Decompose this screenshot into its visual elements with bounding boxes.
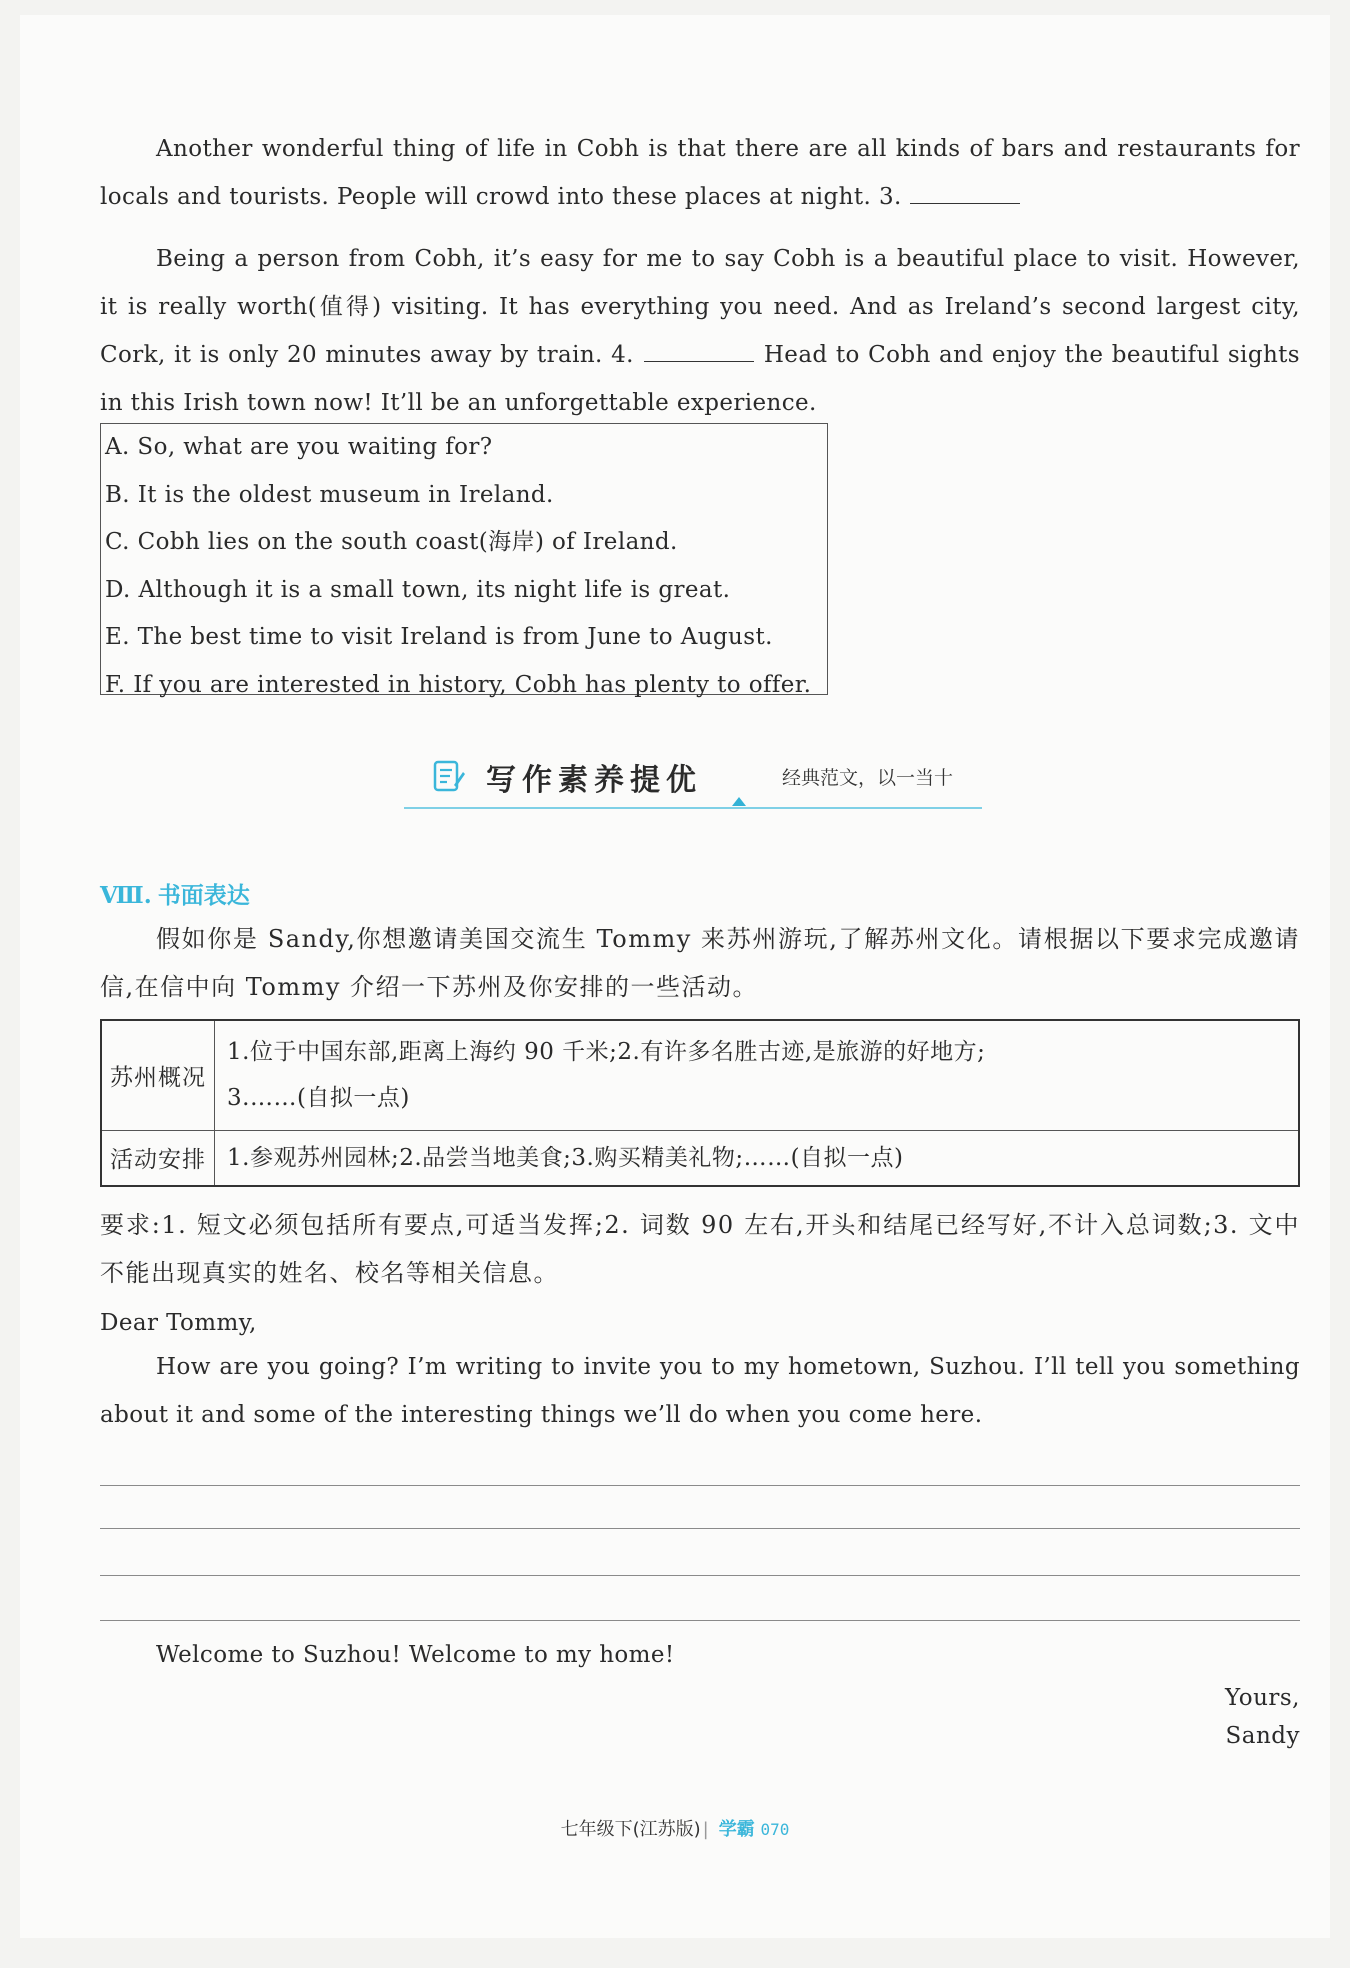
passage-text: Another wonderful thing of life in Cobh is that there are all kinds of bars and restaurants for: [156, 136, 1300, 162]
letter-salutation: Dear Tommy,: [100, 1310, 257, 1336]
overview-line-1: 1.位于中国东部,距离上海约 90 千米;2.有许多名胜古迹,是旅游的好地方;: [227, 1039, 986, 1066]
option-a: A. So, what are you waiting for?: [105, 434, 493, 460]
option-f: F. If you are interested in history, Cobh has plenty to offer.: [105, 671, 812, 698]
table-label-activities: 活动安排: [101, 1130, 215, 1186]
letter-yours: Yours,: [1225, 1685, 1300, 1711]
writing-line[interactable]: [100, 1620, 1300, 1621]
footer-brand: 学霸: [718, 1819, 755, 1840]
section-title: 书面表达: [157, 883, 250, 909]
passage-paragraph-4: [100, 235, 1300, 427]
writing-line[interactable]: [100, 1575, 1300, 1576]
writing-line[interactable]: [100, 1485, 1300, 1486]
option-d: D. Although it is a small town, its night life is great.: [105, 576, 731, 603]
passage-text: locals and tourists. People will crowd into these places at night. 3.: [100, 184, 902, 210]
option-c: C. Cobh lies on the south coast(海岸) of Ireland.: [105, 529, 678, 555]
passage-text: Being a person from Cobh, it’s easy for me to say Cobh is a beautiful place to visit. However, it is really worth(值得) visiting. It has everything you need. And as Ireland’s second largest city, Cork, it is only 20 minutes away by train. 4.: [100, 246, 1300, 368]
answer-blank-3[interactable]: [910, 183, 1020, 204]
page-number: 070: [760, 1820, 790, 1839]
info-table: [100, 1019, 1300, 1187]
passage-text: Head to Cobh and enjoy the beautiful sights in this Irish town now! It’ll be an unforgettable experience.: [100, 342, 1300, 416]
writing-section-banner: [404, 755, 982, 809]
passage-paragraph-3: [100, 125, 1300, 221]
option-b: B. It is the oldest museum in Ireland.: [105, 481, 554, 508]
section-number: Ⅷ.: [100, 882, 152, 909]
table-label-overview: 苏州概况: [101, 1020, 215, 1130]
letter-closing: Welcome to Suzhou! Welcome to my home!: [156, 1642, 675, 1668]
workbook-page: [20, 15, 1330, 1938]
table-row: [101, 1020, 1299, 1130]
footer-separator: |: [702, 1819, 709, 1840]
pencil-note-icon: [432, 757, 466, 795]
option-e: E. The best time to visit Ireland is from June to August.: [105, 624, 773, 650]
overview-line-2: 3.……(自拟一点): [227, 1085, 410, 1112]
banner-triangle-marker: [732, 797, 746, 806]
answer-blank-4[interactable]: [644, 341, 754, 362]
page-footer: [20, 1815, 1330, 1841]
footer-grade: 七年级下(江苏版): [560, 1819, 701, 1840]
banner-subtitle: 经典范文，以一当十: [782, 767, 954, 789]
options-box: [100, 423, 828, 698]
letter-signature-name: Sandy: [1225, 1723, 1300, 1749]
table-cell-activities: 1.参观苏州园林;2.品尝当地美食;3.购买精美礼物;……(自拟一点): [215, 1130, 1300, 1186]
requirements: 要求:1. 短文必须包括所有要点,可适当发挥;2. 词数 90 左右,开头和结尾已经写好,不计入总词数;3. 文中不能出现真实的姓名、校名等相关信息。: [100, 1211, 1300, 1287]
writing-line[interactable]: [100, 1528, 1300, 1529]
table-row: [101, 1130, 1299, 1186]
section-heading: [100, 877, 250, 910]
task-intro: 假如你是 Sandy,你想邀请美国交流生 Tommy 来苏州游玩,了解苏州文化。请根据以下要求完成邀请信,在信中向 Tommy 介绍一下苏州及你安排的一些活动。: [100, 925, 1300, 1001]
table-cell-overview: [215, 1020, 1300, 1130]
banner-title: 写作素养提优: [486, 763, 702, 798]
letter-opening: How are you going? I’m writing to invite you to my hometown, Suzhou. I’ll tell you something about it and some of the interesting things we’ll do when you come here.: [100, 1354, 1300, 1428]
